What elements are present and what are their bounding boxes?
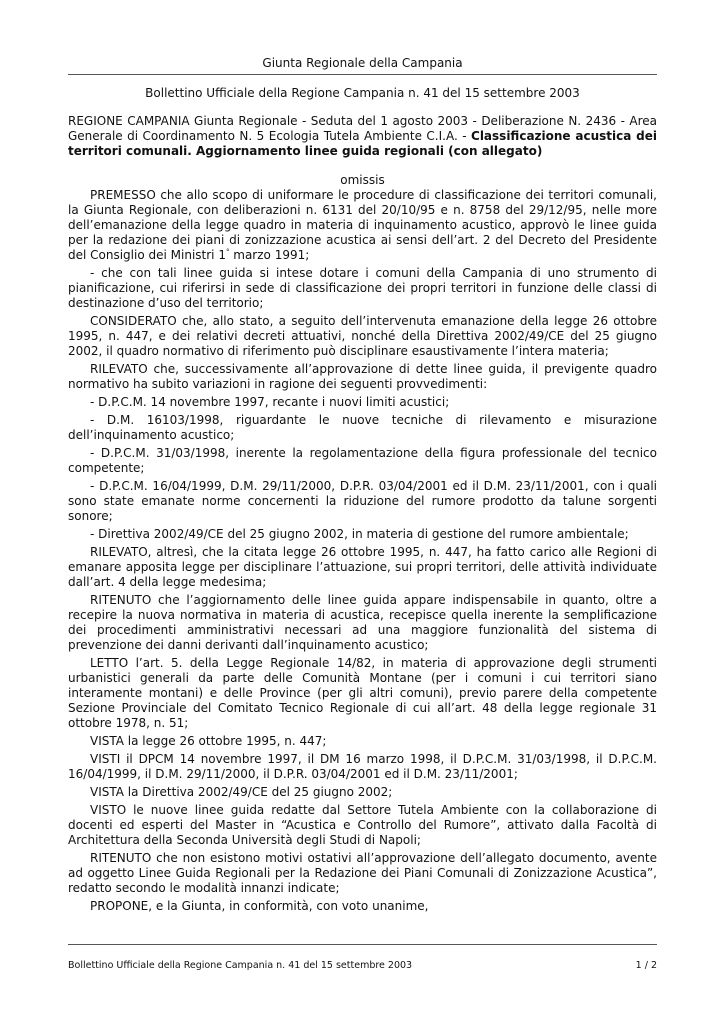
list-item: - D.M. 16103/1998, riguardante le nuove tecniche di rilevamento e misurazione dell’inquinamento acustico;: [68, 413, 657, 442]
paragraph-rilevato: RILEVATO che, successivamente all’approvazione di dette linee guida, il previgente quadro normativo ha subito variazioni in ragione dei seguenti provvedimenti:: [68, 362, 657, 391]
footer-publication: Bollettino Ufficiale della Regione Campania n. 41 del 15 settembre 2003: [68, 960, 413, 971]
list-item: - Direttiva 2002/49/CE del 25 giugno 2002, in materia di gestione del rumore ambientale;: [90, 527, 629, 541]
page-number: 1 / 2: [635, 960, 657, 971]
header-rule: [68, 74, 657, 75]
deliberation-heading: [68, 114, 657, 159]
running-header: Giunta Regionale della Campania: [262, 56, 463, 70]
paragraph-propone: PROPONE, e la Giunta, in conformità, con voto unanime,: [90, 899, 429, 913]
deliberation-reference: REGIONE CAMPANIA Giunta Regionale - Seduta del 1 agosto 2003 - Deliberazione N. 2436 - Area Generale di Coordinamento N. 5 Ecologia Tutela Ambiente C.I.A. -: [68, 114, 657, 143]
omissis-marker: omissis: [340, 173, 385, 187]
paragraph-vista-legge: VISTA la legge 26 ottobre 1995, n. 447;: [90, 734, 327, 748]
paragraph-rilevato-altresi: RILEVATO, altresì, che la citata legge 26 ottobre 1995, n. 447, ha fatto carico alle Regioni di emanare apposita legge per disciplinare l’attuazione, sui propri territori, delle attività individuate dall’art. 4 della legge medesima;: [68, 545, 657, 589]
paragraph-letto: LETTO l’art. 5. della Legge Regionale 14/82, in materia di approvazione degli strumenti urbanistici generali da parte delle Comunità Montane (per i comuni i cui territori siano interamente montani) e delle Province (per gli altri comuni), previo parere della competente Sezione Provinciale del Comitato Tecnico Regionale di cui all’art. 48 della legge regionale 31 ottobre 1978, n. 51;: [68, 656, 657, 730]
list-item: - D.P.C.M. 31/03/1998, inerente la regolamentazione della figura professionale del tecnico competente;: [68, 446, 657, 475]
paragraph: - che con tali linee guida si intese dotare i comuni della Campania di uno strumento di pianificazione, cui riferirsi in sede di classificazione dei propri territori in funzione delle classi di destinazione d’uso del territorio;: [68, 266, 657, 310]
footer-rule: [68, 944, 657, 945]
paragraph-premesso: PREMESSO che allo scopo di uniformare le procedure di classificazione dei territori comunali, la Giunta Regionale, con deliberazioni n. 6131 del 20/10/95 e n. 8758 del 29/12/95, nelle more dell’emanazione della legge quadro in materia di inquinamento acustico, approvò le linee guida per la redazione dei piani di zonizzazione acustica ai sensi dell’art. 2 del Decreto del Presidente del Consiglio dei Ministri 1° marzo 1991;: [68, 188, 657, 262]
paragraph-vista-direttiva: VISTA la Direttiva 2002/49/CE del 25 giugno 2002;: [90, 785, 393, 799]
list-item: - D.P.C.M. 14 novembre 1997, recante i nuovi limiti acustici;: [90, 395, 450, 409]
page-footer: [68, 960, 657, 972]
degree-mark: °: [225, 248, 230, 256]
paragraph-visti: VISTI il DPCM 14 novembre 1997, il DM 16 marzo 1998, il D.P.C.M. 31/03/1998, il D.P.C.M. 16/04/1999, il D.M. 29/11/2000, il D.P.R. 03/04/2001 ed il D.M. 23/11/2001;: [68, 752, 657, 781]
deliberation-subject: Classificazione acustica dei territori comunali. Aggiornamento linee guida regionali (con allegato): [68, 129, 657, 158]
paragraph-ritenuto: RITENUTO che l’aggiornamento delle linee guida appare indispensabile in quanto, oltre a recepire la nuova normativa in materia di acustica, recepisce quella inerente la semplificazione dei procedimenti amministrativi necessari ad una maggiore funzionalità del sistema di prevenzione dei danni derivanti dall’inquinamento acustico;: [68, 593, 657, 652]
document-body: [68, 114, 657, 917]
paragraph-considerato: CONSIDERATO che, allo stato, a seguito dell’intervenuta emanazione della legge 26 ottobre 1995, n. 447, e dei relativi decreti attuativi, nonché della Direttiva 2002/49/CE del 25 giugno 2002, il quadro normativo di riferimento può disciplinare esaustivamente l’intera materia;: [68, 314, 657, 358]
publication-title: Bollettino Ufficiale della Regione Campania n. 41 del 15 settembre 2003: [145, 86, 580, 100]
paragraph-ritenuto-2: RITENUTO che non esistono motivi ostativi all’approvazione dell’allegato documento, avente ad oggetto Linee Guida Regionali per la Redazione dei Piani Comunali di Zonizzazione Acustica”, redatto secondo le modalità innanzi indicate;: [68, 851, 657, 895]
list-item: - D.P.C.M. 16/04/1999, D.M. 29/11/2000, D.P.R. 03/04/2001 ed il D.M. 23/11/2001, con i quali sono state emanate norme concernenti la riduzione del rumore prodotto da talune sorgenti sonore;: [68, 479, 657, 523]
paragraph-visto: VISTO le nuove linee guida redatte dal Settore Tutela Ambiente con la collaborazione di docenti ed esperti del Master in “Acustica e Controllo del Rumore”, attivato dalla Facoltà di Architettura della Seconda Università degli Studi di Napoli;: [68, 803, 657, 847]
